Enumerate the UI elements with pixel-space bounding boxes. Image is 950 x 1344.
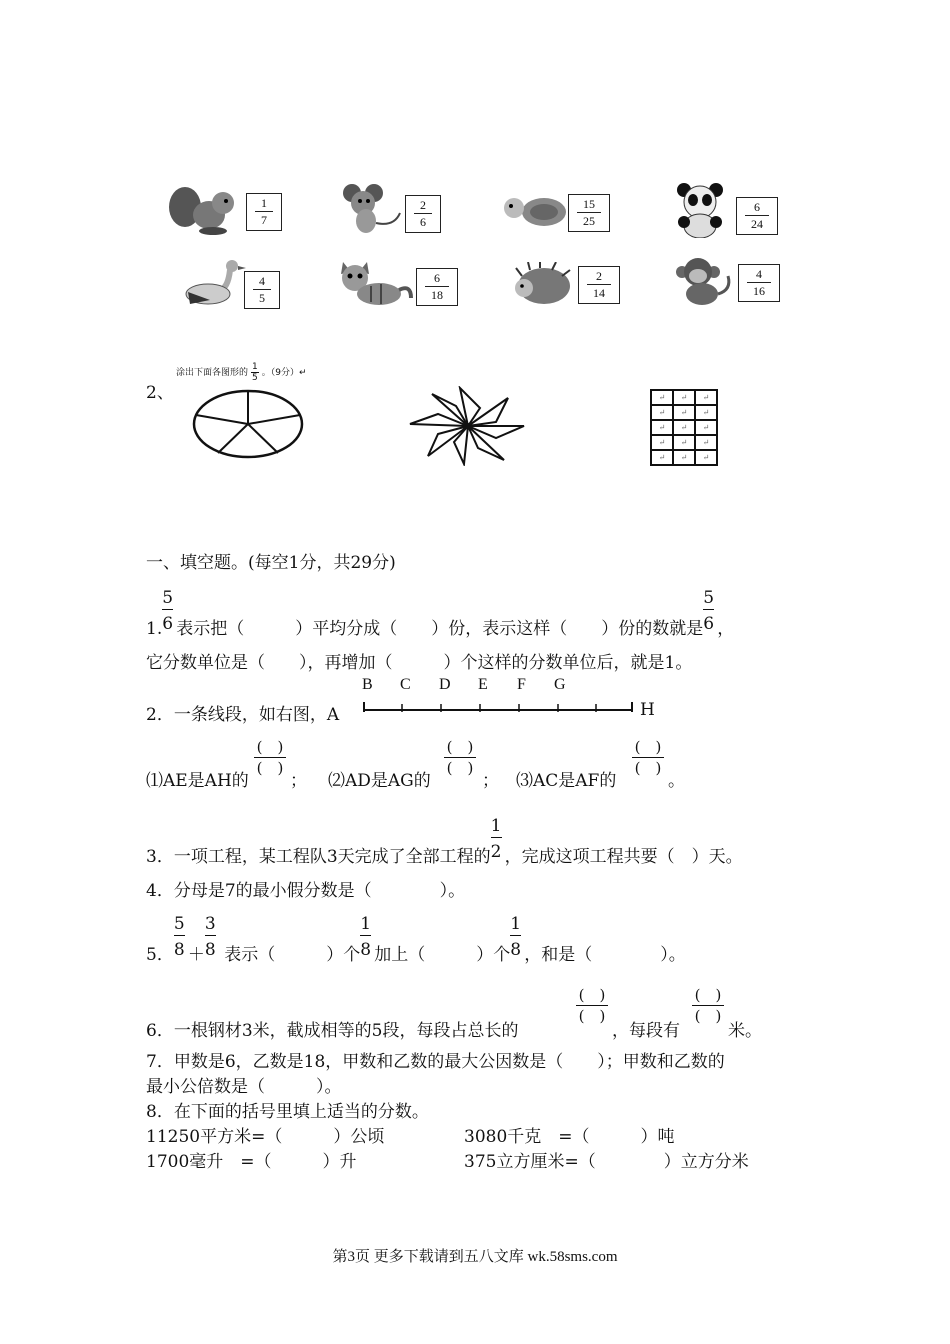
- denominator: 6: [420, 215, 426, 229]
- question-7-line-2: 最小公倍数是（ ）。: [146, 1077, 342, 1097]
- question-number: 2、: [146, 383, 174, 403]
- cat-icon: [335, 258, 415, 310]
- fraction-card: [578, 266, 620, 304]
- fraction-card: [246, 193, 282, 231]
- question-1-line-2: 它分数单位是（ ），再增加（ ）个这样的分数单位后，就是1。: [146, 653, 693, 673]
- plus-sign: ＋: [187, 945, 205, 965]
- point-b: B: [362, 676, 373, 693]
- point-g: G: [554, 676, 566, 693]
- q1-fraction: $\frac{5}{6}$: [162, 588, 174, 634]
- numerator: 4: [756, 267, 762, 281]
- point-d: D: [439, 676, 451, 693]
- denominator: 16: [753, 284, 765, 298]
- q3-end: ，完成这项工程共要（ ）天。: [504, 847, 743, 867]
- point-e: E: [478, 676, 488, 693]
- line-segment-figure: [362, 700, 634, 716]
- mouse-icon: [338, 183, 404, 235]
- squirrel-icon: [165, 183, 243, 237]
- page-footer: 第3页 更多下载请到五八文库 wk.58sms.com: [332, 1249, 618, 1265]
- denominator: 14: [593, 286, 605, 300]
- denominator: 25: [583, 214, 595, 228]
- turtle-icon: [500, 190, 572, 230]
- q5-text-3: ，和是（ ）。: [524, 945, 686, 965]
- q1-label: 1.: [146, 619, 163, 639]
- numerator: 15: [583, 197, 595, 211]
- q2-part-3-blank[interactable]: ( ) ( ): [628, 738, 668, 777]
- instruction-text: 涂出下面各图形的: [176, 368, 249, 378]
- question-6-text: 6．一根钢材3米，截成相等的5段，每段占总长的: [146, 1021, 519, 1041]
- q6-mid: ，每段有: [612, 1021, 680, 1041]
- q5-text-2: 加上（ ）个: [374, 945, 511, 965]
- q1-fraction-end: $\frac{5}{6}$: [703, 588, 715, 634]
- grid-figure[interactable]: ↵ ↵ ↵ ↵ ↵ ↵ ↵ ↵ ↵ ↵ ↵ ↵ ↵ ↵ ↵: [650, 389, 718, 466]
- q2-part-1-blank[interactable]: ( ) ( ): [250, 738, 290, 777]
- question-1-line-1: [146, 588, 735, 639]
- denominator: 24: [751, 217, 763, 231]
- q6-blank-1[interactable]: ( ) ( ): [572, 986, 612, 1025]
- q8-item-1: 11250平方米=（ ）公顷: [146, 1127, 385, 1147]
- shade-instruction: [176, 362, 307, 383]
- question-5: [146, 914, 686, 965]
- q5-label: 5．: [146, 945, 174, 965]
- circle-fifths-figure[interactable]: [192, 389, 304, 459]
- q2-part-3: ⑶AC是AF的: [516, 771, 617, 791]
- numerator: 6: [754, 200, 760, 214]
- point-h: H: [640, 700, 655, 720]
- q3-fraction: $\frac{1}{2}$: [490, 816, 502, 862]
- q3-text: 3．一项工程，某工程队3天完成了全部工程的: [146, 847, 491, 867]
- q2-part-2: ⑵AD是AG的: [328, 771, 431, 791]
- q5-fraction-a: $\frac{5}{8}$: [173, 914, 185, 960]
- q2-part-1: ⑴AE是AH的: [146, 771, 249, 791]
- q1-comma: ，: [717, 619, 735, 639]
- q1-text: 表示把（ ）平均分成（ ）份，表示这样（ ）份的数就是: [176, 619, 704, 639]
- q6-blank-2[interactable]: ( ) ( ): [688, 986, 728, 1025]
- denominator: 7: [261, 213, 267, 227]
- pinwheel-figure[interactable]: [408, 386, 528, 466]
- fraction-card: [244, 271, 280, 309]
- q5-text-1: 表示（ ）个: [224, 945, 361, 965]
- q5-fraction-d: $\frac{1}{8}$: [510, 914, 522, 960]
- fraction-card: [405, 195, 441, 233]
- numerator: 2: [420, 198, 426, 212]
- q2-part-2-end: ；: [482, 771, 499, 791]
- point-c: C: [400, 676, 411, 693]
- section-title: 一、填空题。(每空1分，共29分): [146, 553, 396, 573]
- q8-item-3: 1700毫升 =（ ）升: [146, 1152, 357, 1172]
- numerator: 1: [261, 196, 267, 210]
- q5-fraction-b: $\frac{3}{8}$: [204, 914, 216, 960]
- question-2-text: 2．一条线段，如右图，A: [146, 705, 340, 725]
- denominator: 18: [431, 288, 443, 302]
- fraction-card: [568, 194, 610, 232]
- monkey-icon: [672, 256, 736, 306]
- fraction-numerator: 1: [252, 362, 258, 372]
- question-3: [146, 816, 743, 867]
- numerator: 2: [596, 269, 602, 283]
- point-f: F: [517, 676, 526, 693]
- fraction-card: [738, 264, 780, 302]
- hedgehog-icon: [508, 262, 574, 306]
- instruction-score: 。（9分）↵: [261, 368, 307, 378]
- fraction-denominator: 5: [252, 373, 258, 383]
- q2-part-1-end: ；: [290, 771, 307, 791]
- q5-fraction-c: $\frac{1}{8}$: [360, 914, 372, 960]
- goose-icon: [180, 258, 248, 310]
- panda-icon: [670, 182, 732, 238]
- question-4: 4．分母是7的最小假分数是（ ）。: [146, 881, 466, 901]
- q8-item-2: 3080千克 =（ ）吨: [464, 1127, 675, 1147]
- question-7-line-1: 7．甲数是6，乙数是18，甲数和乙数的最大公因数是（ ）；甲数和乙数的: [146, 1052, 725, 1072]
- question-8-title: 8．在下面的括号里填上适当的分数。: [146, 1102, 429, 1122]
- numerator: 6: [434, 271, 440, 285]
- q8-item-4: 375立方厘米=（ ）立方分米: [464, 1152, 749, 1172]
- numerator: 4: [259, 274, 265, 288]
- fraction-card: [416, 268, 458, 306]
- fraction-card: [736, 197, 778, 235]
- q2-part-2-blank[interactable]: ( ) ( ): [440, 738, 480, 777]
- q6-end: 米。: [728, 1021, 762, 1041]
- q2-part-3-end: 。: [668, 771, 685, 791]
- denominator: 5: [259, 291, 265, 305]
